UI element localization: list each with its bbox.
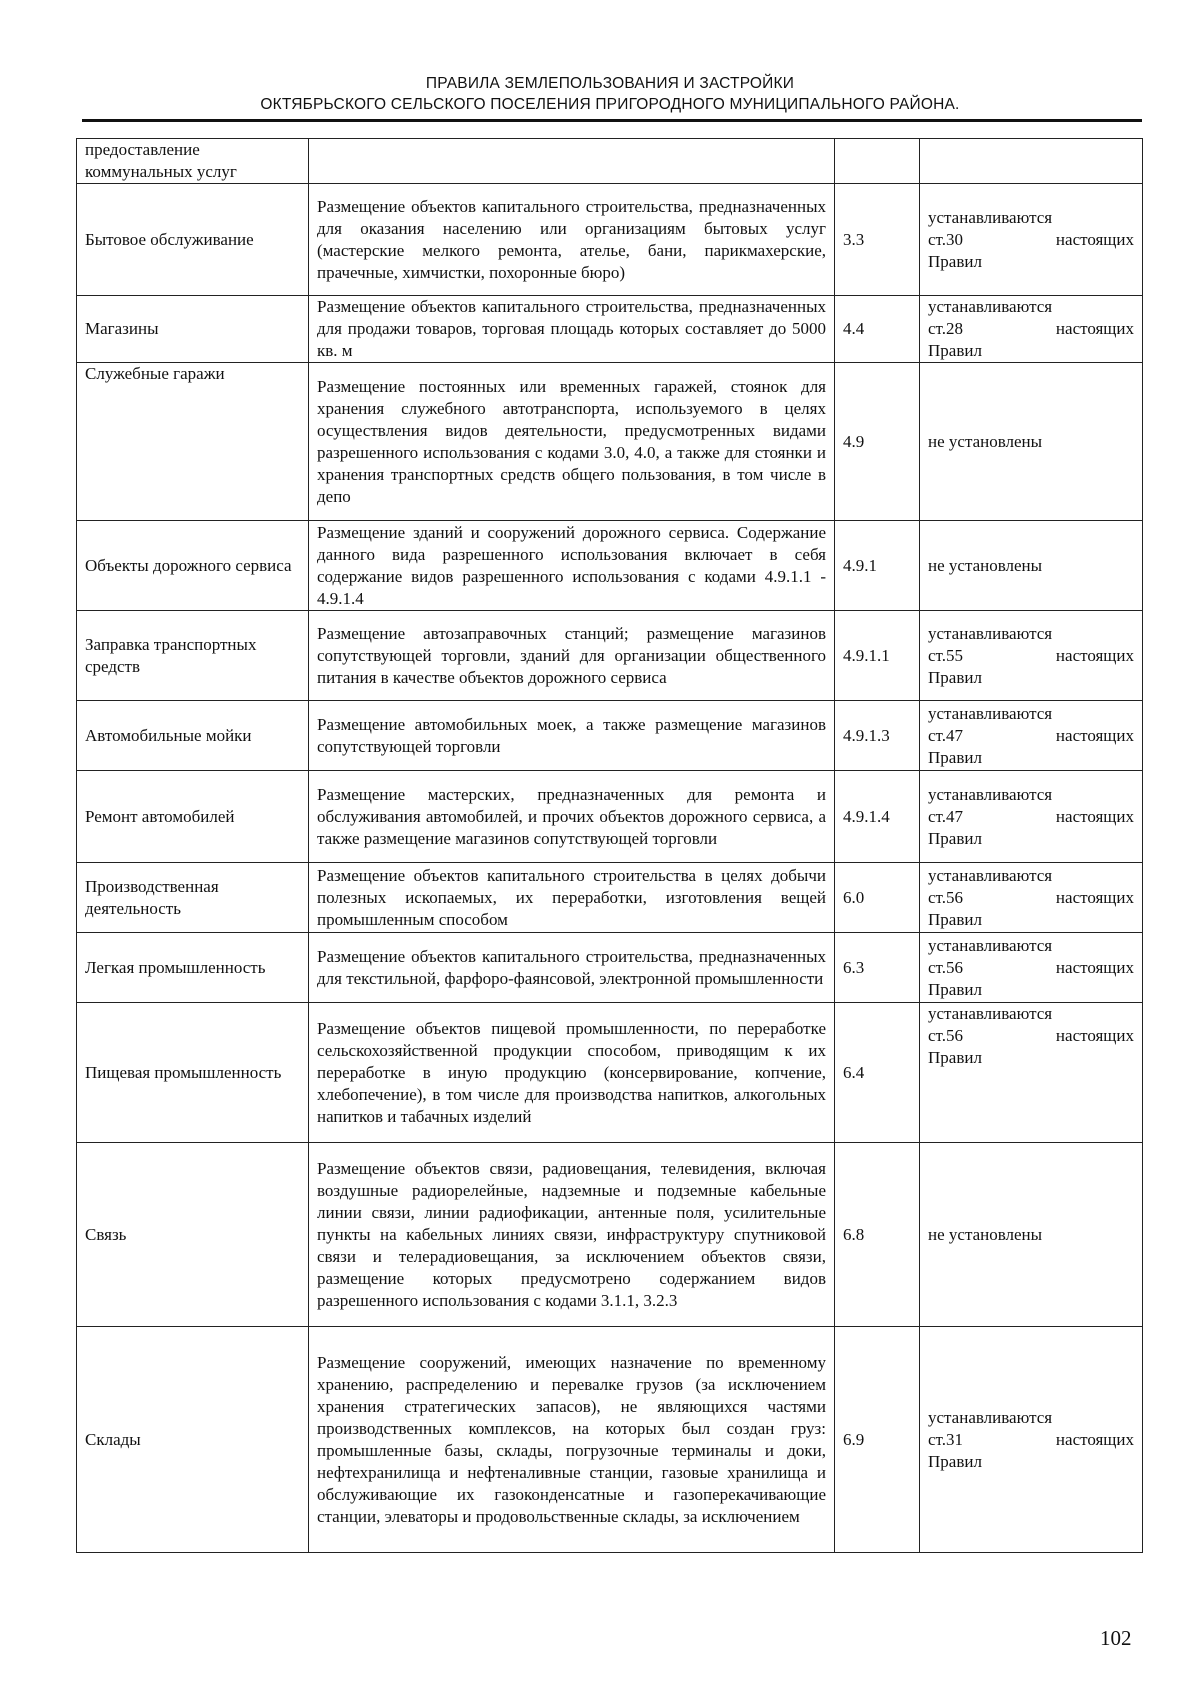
params-line: Правил — [928, 828, 982, 848]
params-word: настоящих — [1055, 957, 1134, 977]
use-name: Бытовое обслуживание — [77, 184, 309, 296]
use-parameters — [920, 701, 1143, 771]
use-description: Размещение сооружений, имеющих назначение по временному хранению, распределению и перевалке грузов (за исключением хранения стратегических запасов), не являющихся частями производственных комплексов, на которых был создан груз: промышленные базы, склады, погрузочные терминалы и доки, нефтехранилища и нефтеналивные станции, газовые хранилища и обслуживающие их газоконденсатные и газоперекачивающие станции, элеваторы и продовольственные склады, за исключением — [309, 1327, 835, 1553]
params-line: устанавливаются — [928, 703, 1053, 723]
header-rule — [82, 119, 1142, 122]
use-description: Размещение автозаправочных станций; размещение магазинов сопутствующей торговли, зданий для организации общественного питания в качестве объектов дорожного сервиса — [309, 611, 835, 701]
use-name: Объекты дорожного сервиса — [77, 521, 309, 611]
use-parameters — [920, 771, 1143, 863]
page-number: 102 — [1100, 1626, 1132, 1650]
use-description: Размещение объектов капитального строительства, предназначенных для текстильной, фарфоро-фаянсовой, электронной промышленности — [309, 933, 835, 1003]
use-name: Склады — [77, 1327, 309, 1553]
params-line: устанавливаются — [928, 784, 1053, 804]
params-line: устанавливаются — [928, 1407, 1053, 1427]
table-row — [77, 933, 1143, 1003]
use-parameters: не установлены — [920, 521, 1143, 611]
use-description: Размещение объектов пищевой промышленности, по переработке сельскохозяйственной продукции способом, приводящим к их переработке в иную продукцию (консервирование, копчение, хлебопечение), в том числе для производства напитков, алкогольных напитков и табачных изделий — [309, 1003, 835, 1143]
use-description — [309, 139, 835, 184]
land-use-table — [76, 138, 1143, 1553]
use-parameters — [920, 139, 1143, 184]
table-row — [77, 139, 1143, 184]
use-parameters: не установлены — [920, 1143, 1143, 1327]
use-name: Легкая промышленность — [77, 933, 309, 1003]
use-parameters — [920, 184, 1143, 296]
use-parameters — [920, 611, 1143, 701]
params-article: ст.30 — [928, 229, 963, 249]
table-row — [77, 296, 1143, 363]
params-line: Правил — [928, 909, 982, 929]
use-name: Производственная деятельность — [77, 863, 309, 933]
use-name: Автомобильные мойки — [77, 701, 309, 771]
use-code: 4.9.1.1 — [835, 611, 920, 701]
params-line: устанавливаются — [928, 297, 1053, 316]
table-row — [77, 1143, 1143, 1327]
params-line: Правил — [928, 1048, 982, 1067]
use-parameters — [920, 1003, 1143, 1143]
use-description: Размещение объектов капитального строительства в целях добычи полезных ископаемых, их переработки, изготовления вещей промышленным способом — [309, 863, 835, 933]
use-parameters — [920, 933, 1143, 1003]
use-parameters — [920, 1327, 1143, 1553]
params-line: устанавливаются — [928, 207, 1053, 227]
header-line-1: ПРАВИЛА ЗЕМЛЕПОЛЬЗОВАНИЯ И ЗАСТРОЙКИ — [425, 75, 795, 92]
use-name: Связь — [77, 1143, 309, 1327]
use-name: Пищевая промышленность — [77, 1003, 309, 1143]
params-word: настоящих — [1055, 887, 1134, 907]
params-word: настоящих — [1055, 229, 1134, 249]
params-article: ст.56 — [928, 957, 963, 977]
use-parameters — [920, 863, 1143, 933]
use-name: Служебные гаражи — [77, 363, 309, 521]
use-code — [835, 139, 920, 184]
params-line: Правил — [928, 979, 982, 999]
params-article: ст.56 — [928, 887, 963, 907]
table-row — [77, 611, 1143, 701]
params-word: настоящих — [1055, 319, 1134, 338]
params-article: ст.47 — [928, 806, 963, 826]
params-word: настоящих — [1055, 1026, 1134, 1045]
use-description: Размещение постоянных или временных гаражей, стоянок для хранения служебного автотранспорта, используемого в целях осуществления видов деятельности, предусмотренных видами разрешенного использования с кодами 3.0, 4.0, а также для стоянки и хранения транспортных средств общего пользования, в том числе в депо — [309, 363, 835, 521]
params-line: Правил — [928, 667, 982, 687]
table-row — [77, 701, 1143, 771]
params-article: ст.55 — [928, 645, 963, 665]
table-row — [77, 363, 1143, 521]
use-description: Размещение объектов капитального строительства, предназначенных для продажи товаров, торговая площадь которых составляет до 5000 кв. м — [309, 296, 835, 363]
use-name: Ремонт автомобилей — [77, 771, 309, 863]
table-row — [77, 1003, 1143, 1143]
use-code: 6.8 — [835, 1143, 920, 1327]
params-article: ст.31 — [928, 1429, 963, 1449]
table-row — [77, 521, 1143, 611]
use-description: Размещение автомобильных моек, а также размещение магазинов сопутствующей торговли — [309, 701, 835, 771]
use-code: 6.0 — [835, 863, 920, 933]
table-row — [77, 863, 1143, 933]
params-line: Правил — [928, 1451, 982, 1471]
use-parameters — [920, 296, 1143, 363]
document-header — [80, 73, 1140, 115]
params-word: настоящих — [1055, 725, 1134, 745]
use-code: 3.3 — [835, 184, 920, 296]
use-description: Размещение зданий и сооружений дорожного сервиса. Содержание данного вида разрешенного использования включает в себя содержание видов разрешенного использования с кодами 4.9.1.1 - 4.9.1.4 — [309, 521, 835, 611]
use-code: 4.9.1 — [835, 521, 920, 611]
use-description: Размещение мастерских, предназначенных для ремонта и обслуживания автомобилей, и прочих объектов дорожного сервиса, а также размещение магазинов сопутствующей торговли — [309, 771, 835, 863]
params-line: устанавливаются — [928, 623, 1053, 643]
params-line: устанавливаются — [928, 935, 1053, 955]
table-row — [77, 184, 1143, 296]
params-word: настоящих — [1055, 645, 1134, 665]
use-name: предоставление коммунальных услуг — [77, 139, 309, 184]
params-line: устанавливаются — [928, 1004, 1053, 1023]
params-word: настоящих — [1055, 806, 1134, 826]
params-article: ст.28 — [928, 319, 963, 338]
use-code: 4.4 — [835, 296, 920, 363]
params-article: ст.47 — [928, 725, 963, 745]
header-line-2: ОКТЯБРЬСКОГО СЕЛЬСКОГО ПОСЕЛЕНИЯ ПРИГОРОДНОГО МУНИЦИПАЛЬНОГО РАЙОНА. — [260, 96, 960, 113]
params-article: ст.56 — [928, 1026, 963, 1045]
use-parameters: не установлены — [920, 363, 1143, 521]
use-description: Размещение объектов связи, радиовещания, телевидения, включая воздушные радиорелейные, надземные и подземные кабельные линии связи, линии радиофикации, антенные поля, усилительные пункты на кабельных линиях связи, инфраструктуру спутниковой связи и телерадиовещания, за исключением объектов связи, размещение которых предусмотрено содержанием видов разрешенного использования с кодами 3.1.1, 3.2.3 — [309, 1143, 835, 1327]
params-line: Правил — [928, 341, 982, 360]
params-line: устанавливаются — [928, 865, 1053, 885]
use-name: Заправка транспортных средств — [77, 611, 309, 701]
params-word: настоящих — [1055, 1429, 1134, 1449]
use-code: 4.9.1.3 — [835, 701, 920, 771]
use-code: 6.4 — [835, 1003, 920, 1143]
use-code: 4.9.1.4 — [835, 771, 920, 863]
use-description: Размещение объектов капитального строительства, предназначенных для оказания населению или организациям бытовых услуг (мастерские мелкого ремонта, ателье, бани, парикмахерские, прачечные, химчистки, похоронные бюро) — [309, 184, 835, 296]
params-line: Правил — [928, 747, 982, 767]
use-code: 6.9 — [835, 1327, 920, 1553]
table-row — [77, 1327, 1143, 1553]
use-name: Магазины — [77, 296, 309, 363]
use-code: 6.3 — [835, 933, 920, 1003]
use-code: 4.9 — [835, 363, 920, 521]
params-line: Правил — [928, 251, 982, 271]
table-row — [77, 771, 1143, 863]
